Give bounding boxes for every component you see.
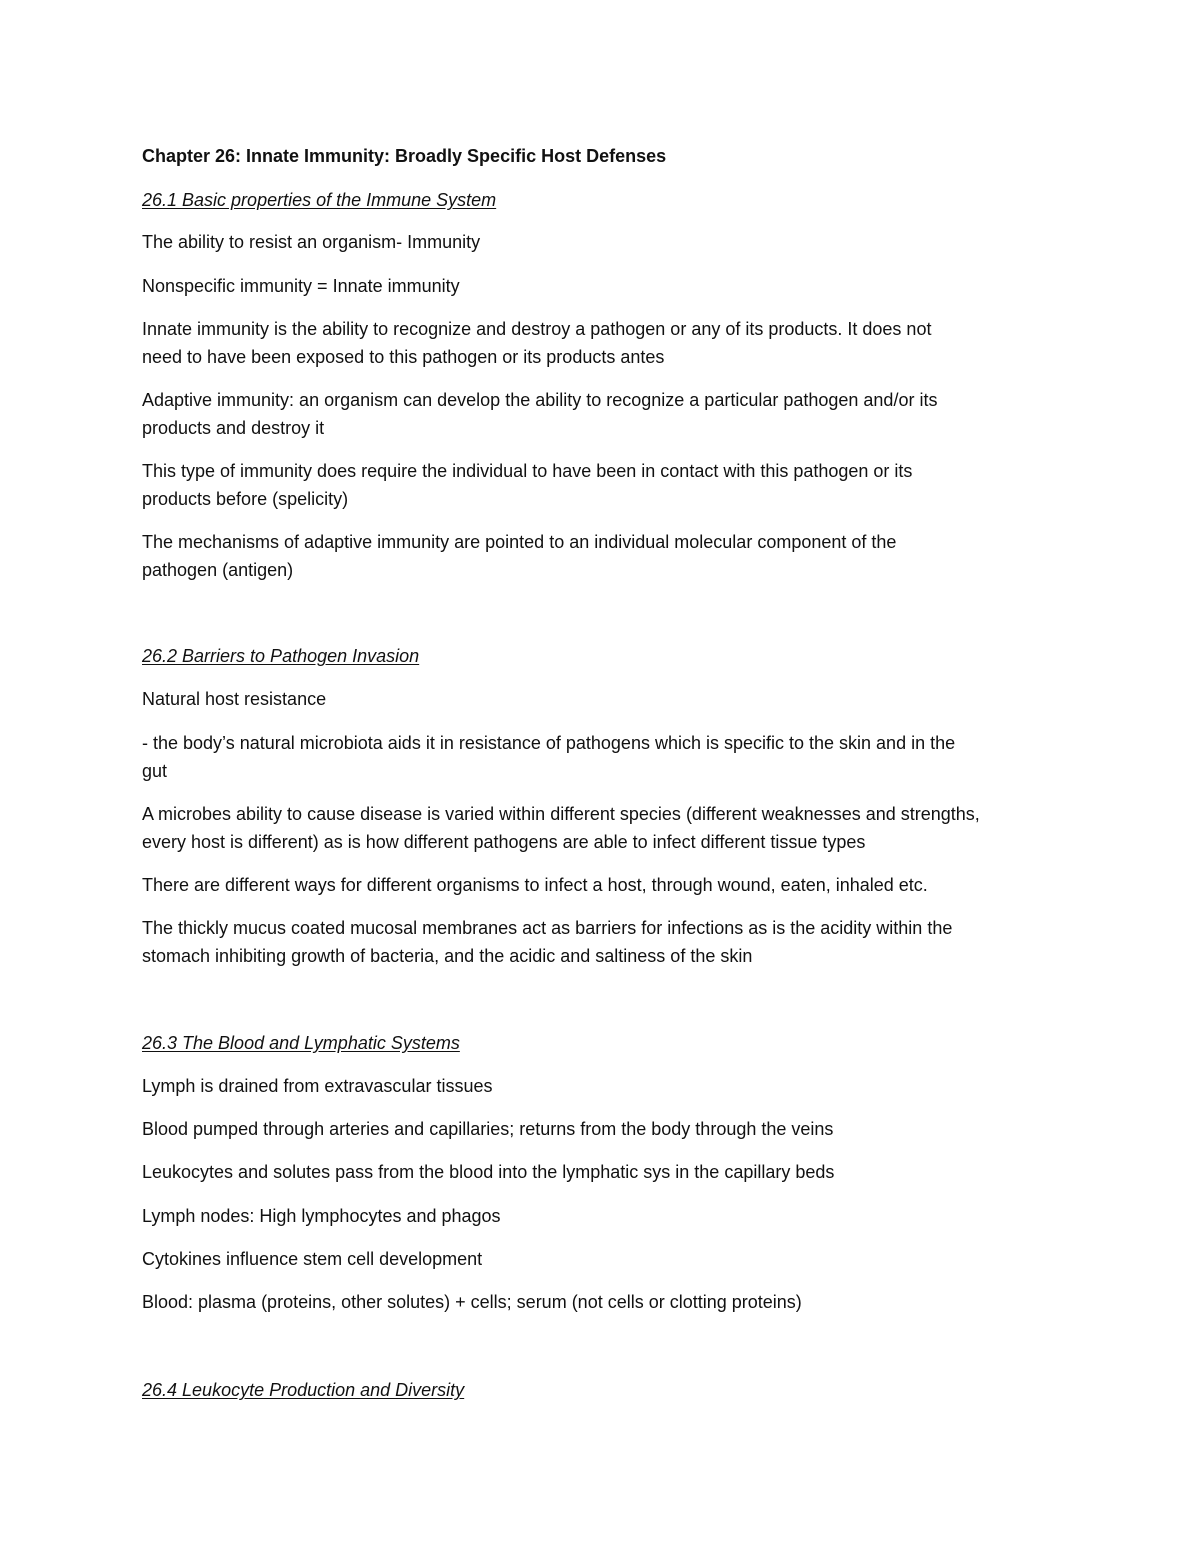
paragraph-line: gut <box>142 761 168 781</box>
section-heading-26-4: 26.4 Leukocyte Production and Diversity <box>142 1380 465 1400</box>
paragraph-line: Leukocytes and solutes pass from the blood into the lymphatic sys in the capillary beds <box>142 1162 835 1182</box>
paragraph-line: This type of immunity does require the individual to have been in contact with this pathogen or its <box>142 461 913 481</box>
paragraph-line: products and destroy it <box>142 418 325 438</box>
paragraph-line: every host is different) as is how different pathogens are able to infect different tissue types <box>142 832 866 852</box>
section-heading-26-1: 26.1 Basic properties of the Immune System <box>142 190 497 210</box>
paragraph-line: Nonspecific immunity = Innate immunity <box>142 276 460 296</box>
paragraph-line: Innate immunity is the ability to recognize and destroy a pathogen or any of its products. It does not <box>142 319 932 339</box>
chapter-title: Chapter 26: Innate Immunity: Broadly Specific Host Defenses <box>142 146 667 166</box>
paragraph-line: The mechanisms of adaptive immunity are pointed to an individual molecular component of the <box>142 532 897 552</box>
paragraph-line: There are different ways for different organisms to infect a host, through wound, eaten, inhaled etc. <box>142 875 928 895</box>
paragraph-line: Lymph is drained from extravascular tissues <box>142 1076 493 1096</box>
paragraph-line: The thickly mucus coated mucosal membranes act as barriers for infections as is the acidity within the <box>142 918 953 938</box>
paragraph-line: Adaptive immunity: an organism can develop the ability to recognize a particular pathogen and/or its <box>142 390 938 410</box>
paragraph-line: Blood: plasma (proteins, other solutes) + cells; serum (not cells or clotting proteins) <box>142 1292 802 1312</box>
paragraph-line: Cytokines influence stem cell development <box>142 1249 483 1269</box>
paragraph-line: stomach inhibiting growth of bacteria, and the acidic and saltiness of the skin <box>142 946 753 966</box>
paragraph-line: need to have been exposed to this pathogen or its products antes <box>142 347 665 367</box>
paragraph-line: The ability to resist an organism- Immunity <box>142 232 481 252</box>
paragraph-line: Lymph nodes: High lymphocytes and phagos <box>142 1206 501 1226</box>
paragraph-line: products before (spelicity) <box>142 489 349 509</box>
section-heading-26-3: 26.3 The Blood and Lymphatic Systems <box>142 1033 460 1053</box>
paragraph-line: Natural host resistance <box>142 689 327 709</box>
paragraph-line: A microbes ability to cause disease is varied within different species (different weaknesses and strengths, <box>142 804 980 824</box>
paragraph-line: Blood pumped through arteries and capillaries; returns from the body through the veins <box>142 1119 834 1139</box>
paragraph-line: - the body’s natural microbiota aids it in resistance of pathogens which is specific to the skin and in the <box>142 733 956 753</box>
section-heading-26-2: 26.2 Barriers to Pathogen Invasion <box>142 646 420 666</box>
paragraph-line: pathogen (antigen) <box>142 560 294 580</box>
